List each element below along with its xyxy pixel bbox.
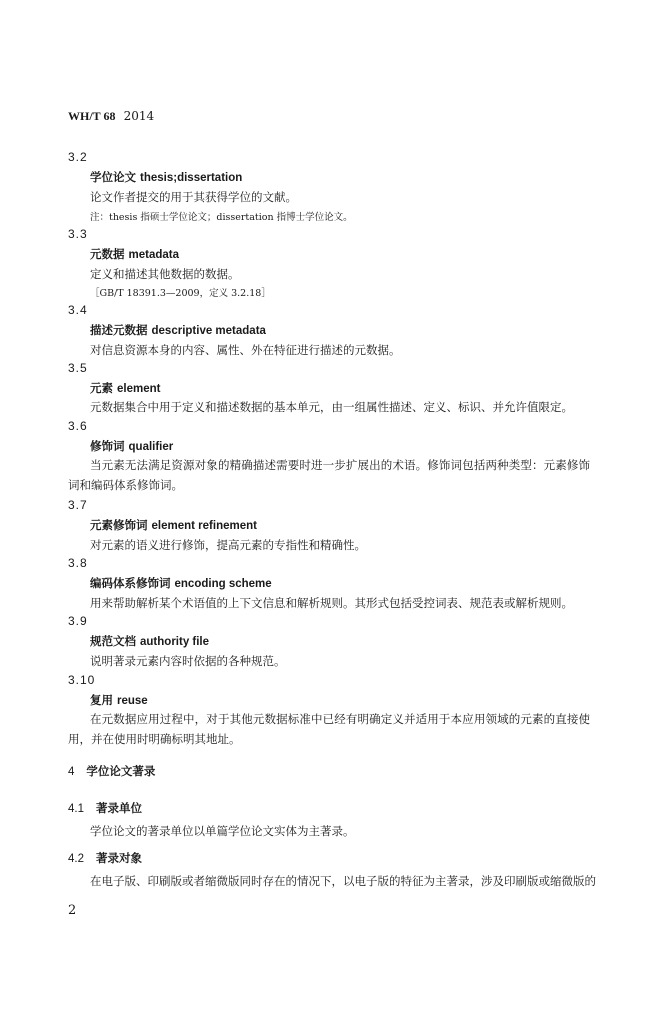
section-heading: 4 学位论文著录 xyxy=(68,764,156,778)
entry-definition: 说明著录元素内容时依据的各种规范。 xyxy=(90,654,286,668)
entry-definition: 当元素无法满足资源对象的精确描述需要时进一步扩展出的术语。修饰词包括两种类型：元素修饰词和编码体系修饰词。 xyxy=(68,458,590,492)
entry-definition: 元数据集合中用于定义和描述数据的基本单元，由一组属性描述、定义、标识、并允许值限定。 xyxy=(90,400,573,414)
subsection-heading: 4.1 著录单位 xyxy=(68,801,142,815)
entry-definition: 在元数据应用过程中，对于其他元数据标准中已经有明确定义并适用于本应用领域的元素的直接使用，并在使用时明确标明其地址。 xyxy=(68,712,590,746)
entry-term: 学位论文 thesis;dissertation xyxy=(90,170,243,184)
subsection-heading: 4.2 著录对象 xyxy=(68,851,142,865)
entry-term: 规范文档 authority file xyxy=(90,634,210,648)
entry-definition: 对信息资源本身的内容、属性、外在特征进行描述的元数据。 xyxy=(90,343,401,357)
entry-term: 元数据 metadata xyxy=(90,247,180,261)
entry-definition: 定义和描述其他数据的数据。 xyxy=(90,267,240,281)
entry-term: 复用 reuse xyxy=(90,693,148,707)
entry-number: 3.4 xyxy=(68,303,88,317)
entry-term: 元素修饰词 element refinement xyxy=(90,518,257,532)
standard-code: WH/T 68 xyxy=(68,109,116,123)
entry-term: 元素 element xyxy=(90,381,161,395)
entry-number: 3.2 xyxy=(68,150,88,164)
entry-definition: 对元素的语义进行修饰，提高元素的专指性和精确性。 xyxy=(90,538,366,552)
entry-number: 3.6 xyxy=(68,419,88,433)
entry-term: 描述元数据 descriptive metadata xyxy=(90,323,266,337)
entry-definition: 用来帮助解析某个术语值的上下文信息和解析规则。其形式包括受控词表、规范表或解析规则。 xyxy=(90,596,573,610)
entry-note: 注：thesis 指硕士学位论文；dissertation 指博士学位论文。 xyxy=(90,212,353,223)
page-number: 2 xyxy=(68,903,77,918)
entry-term: 编码体系修饰词 encoding scheme xyxy=(90,576,272,590)
entry-number: 3.8 xyxy=(68,556,88,570)
entry-number: 3.10 xyxy=(68,673,96,687)
entry-number: 3.5 xyxy=(68,361,88,375)
document-header xyxy=(68,109,154,124)
subsection-text: 在电子版、印刷版或者缩微版同时存在的情况下，以电子版的特征为主著录，涉及印刷版或缩微版的 xyxy=(90,874,596,888)
entry-term: 修饰词 qualifier xyxy=(90,439,174,453)
standard-year: 2014 xyxy=(123,109,155,123)
entry-number: 3.9 xyxy=(68,614,88,628)
entry-definition: 论文作者提交的用于其获得学位的文献。 xyxy=(90,190,297,204)
subsection-text: 学位论文的著录单位以单篇学位论文实体为主著录。 xyxy=(90,824,355,838)
entry-note: ［GB/T 18391.3—2009，定义 3.2.18］ xyxy=(90,288,271,299)
entry-number: 3.7 xyxy=(68,498,88,512)
entry-number: 3.3 xyxy=(68,227,88,241)
